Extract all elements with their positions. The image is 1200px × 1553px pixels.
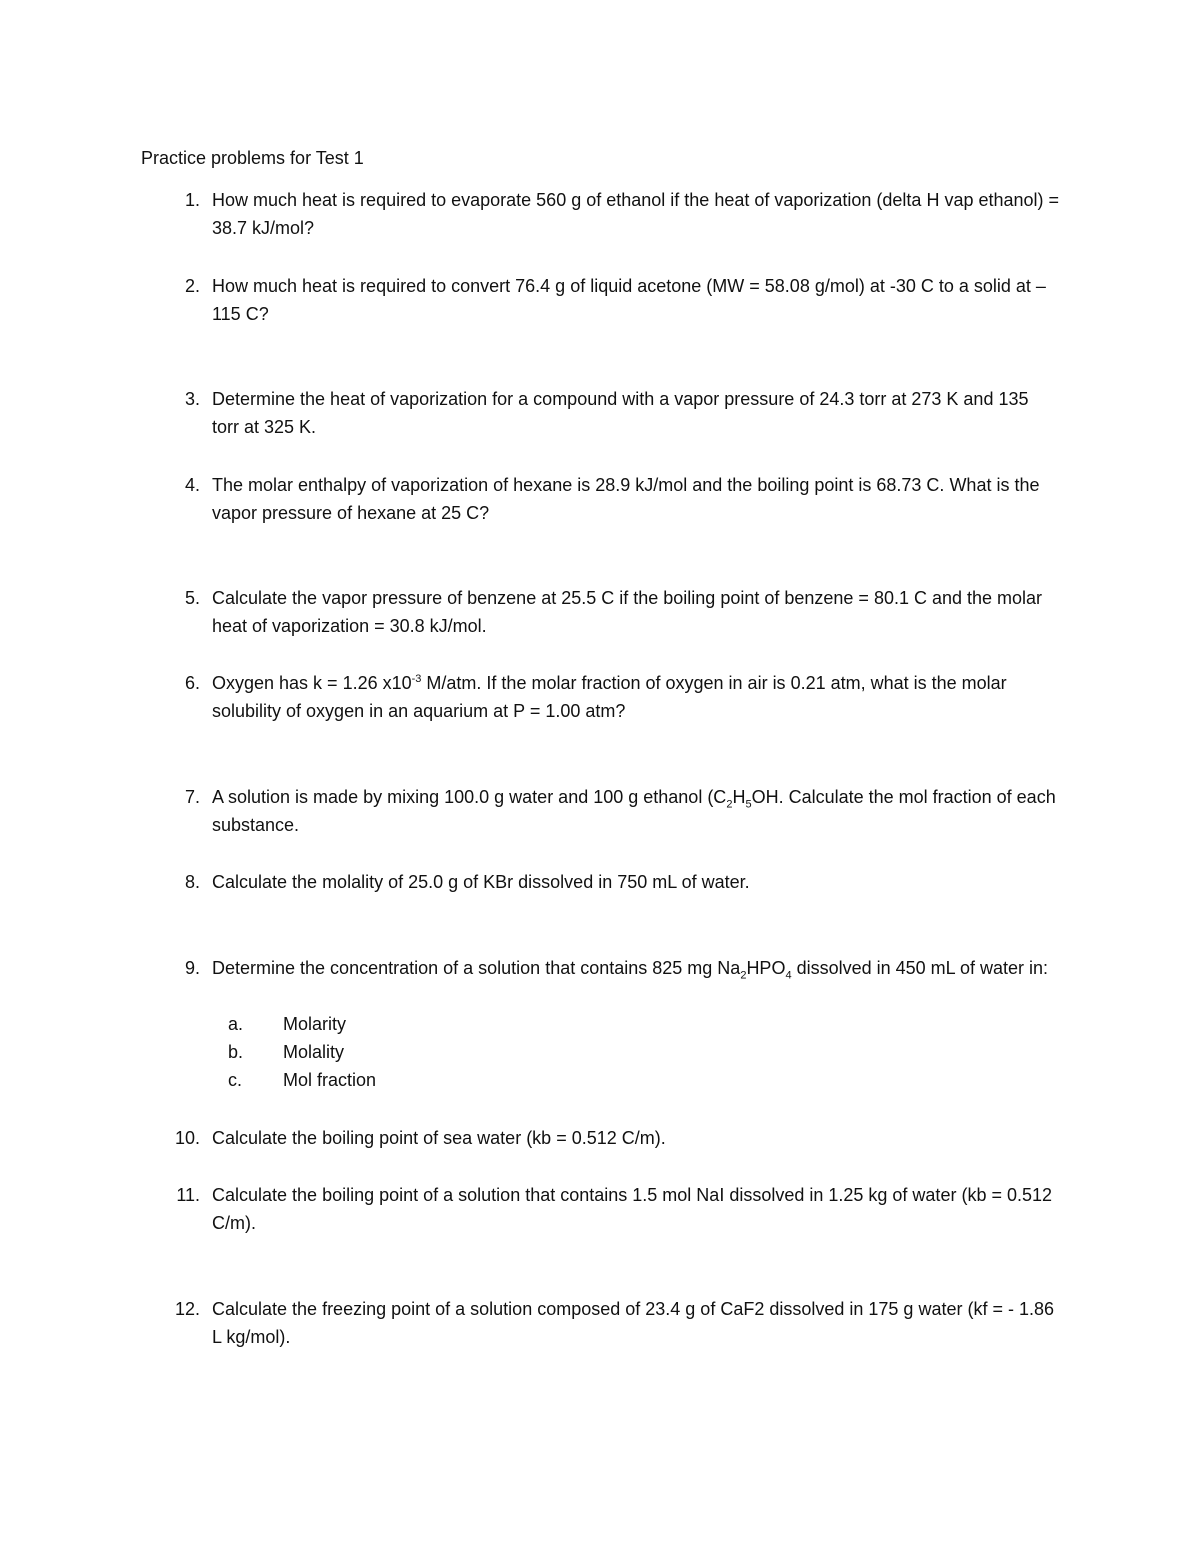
problem-number: 7. — [184, 787, 200, 807]
problem-number: 3. — [184, 389, 200, 409]
problem-text: Oxygen has k = 1.26 $x10^{-3}$ M/atm. If the molar fraction of oxygen in air is 0.21 atm, what is the molar solubility of oxygen in an aquarium at P = 1.00 atm? — [212, 673, 1007, 721]
problem-number: 11. — [176, 1185, 200, 1205]
problem-number: 1. — [184, 190, 200, 210]
problem-number: 6. — [184, 673, 200, 693]
problem-text: A solution is made by mixing 100.0 g water and 100 g ethanol ($C_2H_5OH$. Calculate the mol fraction of each substance. — [212, 787, 1056, 835]
problem-text: How much heat is required to convert 76.4 g of liquid acetone (MW = 58.08 g/mol) at -30 C to a solid at – 115 C? — [212, 276, 1046, 324]
problem-text: How much heat is required to evaporate 560 g of ethanol if the heat of vaporization (delta H vap ethanol) = 38.7 kJ/mol? — [212, 190, 1060, 238]
subitem-label: c. — [228, 1070, 243, 1090]
problem-text: Calculate the boiling point of a solution that contains 1.5 mol NaI dissolved in 1.25 kg of water (kb = 0.512 C/m). — [212, 1185, 1053, 1233]
subitem-label: a. — [228, 1014, 244, 1034]
subitem-label: b. — [228, 1042, 244, 1062]
problem-text: Calculate the molality of 25.0 g of KBr dissolved in 750 mL of water. — [212, 872, 750, 892]
subitem-text: Molarity — [283, 1014, 347, 1034]
problem-number: 10. — [174, 1128, 200, 1148]
problem-text: The molar enthalpy of vaporization of hexane is 28.9 kJ/mol and the boiling point is 68.73 C. What is the vapor pressure of hexane at 25 C? — [212, 475, 1040, 523]
problem-text: Calculate the freezing point of a solution composed of 23.4 g of CaF2 dissolved in 175 g water (kf = - 1.86 L kg/mol). — [212, 1299, 1054, 1347]
problem-text: Determine the heat of vaporization for a compound with a vapor pressure of 24.3 torr at 273 K and 135 torr at 325 K. — [212, 389, 1029, 437]
problem-text: Calculate the boiling point of sea water (kb = 0.512 C/m). — [212, 1128, 666, 1148]
problem-number: 9. — [184, 958, 200, 978]
page-title: Practice problems for Test 1 — [141, 148, 364, 168]
problem-number: 8. — [184, 872, 200, 892]
subitem-text: Mol fraction — [283, 1070, 377, 1090]
problem-text: Calculate the vapor pressure of benzene at 25.5 C if the boiling point of benzene = 80.1 C and the molar heat of vaporization = 30.8 kJ/mol. — [212, 588, 1043, 636]
problem-number: 4. — [184, 475, 200, 495]
problem-number: 5. — [184, 588, 200, 608]
subitem-text: Molality — [283, 1042, 345, 1062]
problem-number: 12. — [174, 1299, 200, 1319]
problem-text: Determine the concentration of a solution that contains 825 mg $Na_2HPO_4$ dissolved in 450 mL of water in: — [212, 958, 1049, 982]
problem-number: 2. — [184, 276, 200, 296]
